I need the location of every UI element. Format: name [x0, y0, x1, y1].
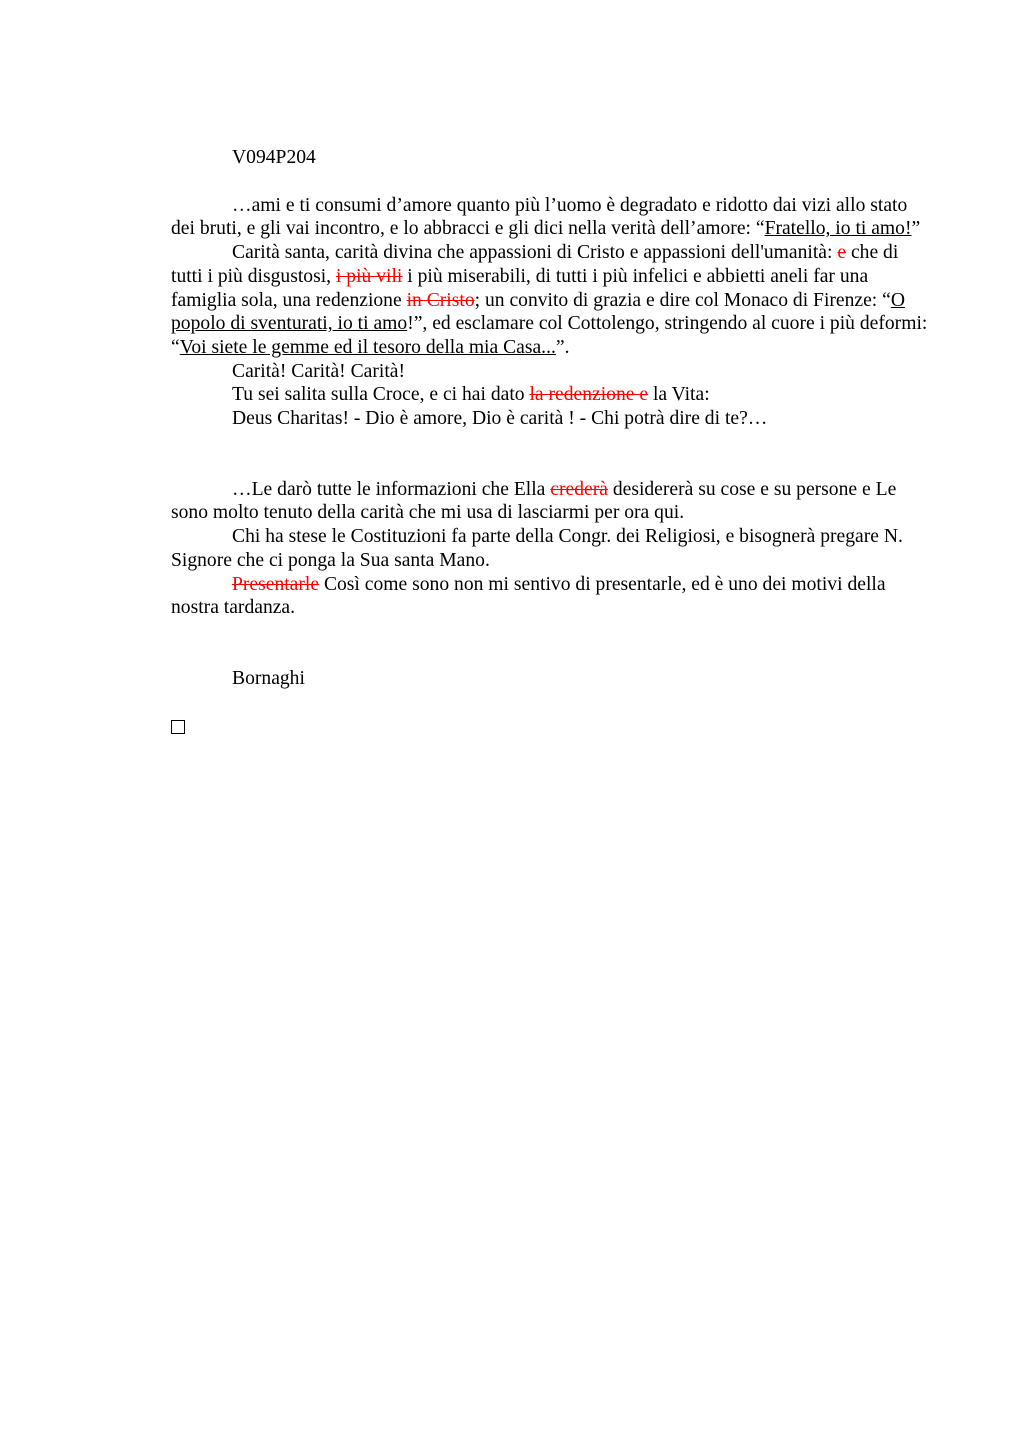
p2-deletion-3: in Cristo: [406, 289, 475, 311]
paragraph-4: [171, 383, 931, 407]
paragraph-6: [171, 478, 931, 525]
p2-underlined-quote-1: O popolo di sventurati, io ti amo: [171, 289, 906, 335]
p4-deletion-1: la redenzione e: [529, 384, 649, 406]
p6-deletion-1: crederà: [550, 478, 608, 500]
paragraph-5: [171, 407, 931, 431]
p2-underlined-quote-2: Voi siete le gemme ed il tesoro della mia Casa...: [179, 336, 556, 358]
signature: [171, 667, 931, 691]
p7-text: Chi ha stese le Costituzioni fa parte della Congr. dei Religiosi, e bisognerà pregare N. Signore che ci ponga la Sua santa Mano.: [171, 526, 903, 571]
p2-deletion-1: e: [837, 242, 847, 264]
p6-text-a: …Le darò tutte le informazioni che Ella: [232, 478, 551, 500]
p8-text-a: Così come sono non mi sentivo di presentarle, ed è uno dei motivi della nostra tardanza.: [171, 573, 886, 619]
paragraph-2: [171, 241, 931, 360]
p2-text-f: ”.: [555, 336, 570, 358]
empty-square-icon: [171, 720, 185, 734]
p2-text-c: i più miserabili, di tutti i più infelici e abbietti aneli far una famiglia sola, una redenzione: [171, 265, 869, 311]
p2-text-a: Carità santa, carità divina che appassioni di Cristo e appassioni dell'umanità:: [232, 242, 838, 264]
p8-deletion-1: Presentarle: [232, 573, 320, 595]
p2-text-e: !”, ed esclamare col Cottolengo, stringendo al cuore i più deformi: “: [171, 313, 928, 358]
paragraph-1: [171, 194, 931, 241]
paragraph-8: [171, 573, 931, 620]
p1-text-a: …ami e ti consumi d’amore quanto più l’uomo è degradato e ridotto dai vizi allo stato dei bruti, e gli vai incontro, e lo abbracci e gli dici nella verità dell’amore: “: [171, 194, 908, 240]
end-mark: [171, 715, 931, 741]
p2-text-d: ; un convito di grazia e dire col Monaco di Firenze: “: [474, 289, 891, 311]
paragraph-3: [171, 360, 931, 384]
p1-underlined-quote: Fratello, io ti amo!: [764, 218, 912, 240]
p1-text-b: ”: [911, 218, 921, 240]
p4-text-a: Tu sei salita sulla Croce, e ci hai dato: [232, 384, 530, 406]
p2-deletion-2: i più vili: [335, 265, 403, 287]
signature-name: Bornaghi: [232, 667, 305, 689]
p5-text: Deus Charitas! - Dio è amore, Dio è carità ! - Chi potrà dire di te?…: [232, 408, 768, 430]
paragraph-7: [171, 525, 931, 572]
document-code: [171, 146, 931, 170]
p2-text-b: che di tutti i più disgustosi,: [171, 242, 899, 287]
document-page: [171, 146, 931, 740]
p6-text-b: desidererà su cose e su persone e Le sono molto tenuto della carità che mi usa di lasciarmi per ora qui.: [171, 478, 897, 524]
document-code-text: V094P204: [232, 147, 316, 168]
p3-text: Carità! Carità! Carità!: [232, 360, 405, 382]
p4-text-b: la Vita:: [648, 384, 710, 406]
